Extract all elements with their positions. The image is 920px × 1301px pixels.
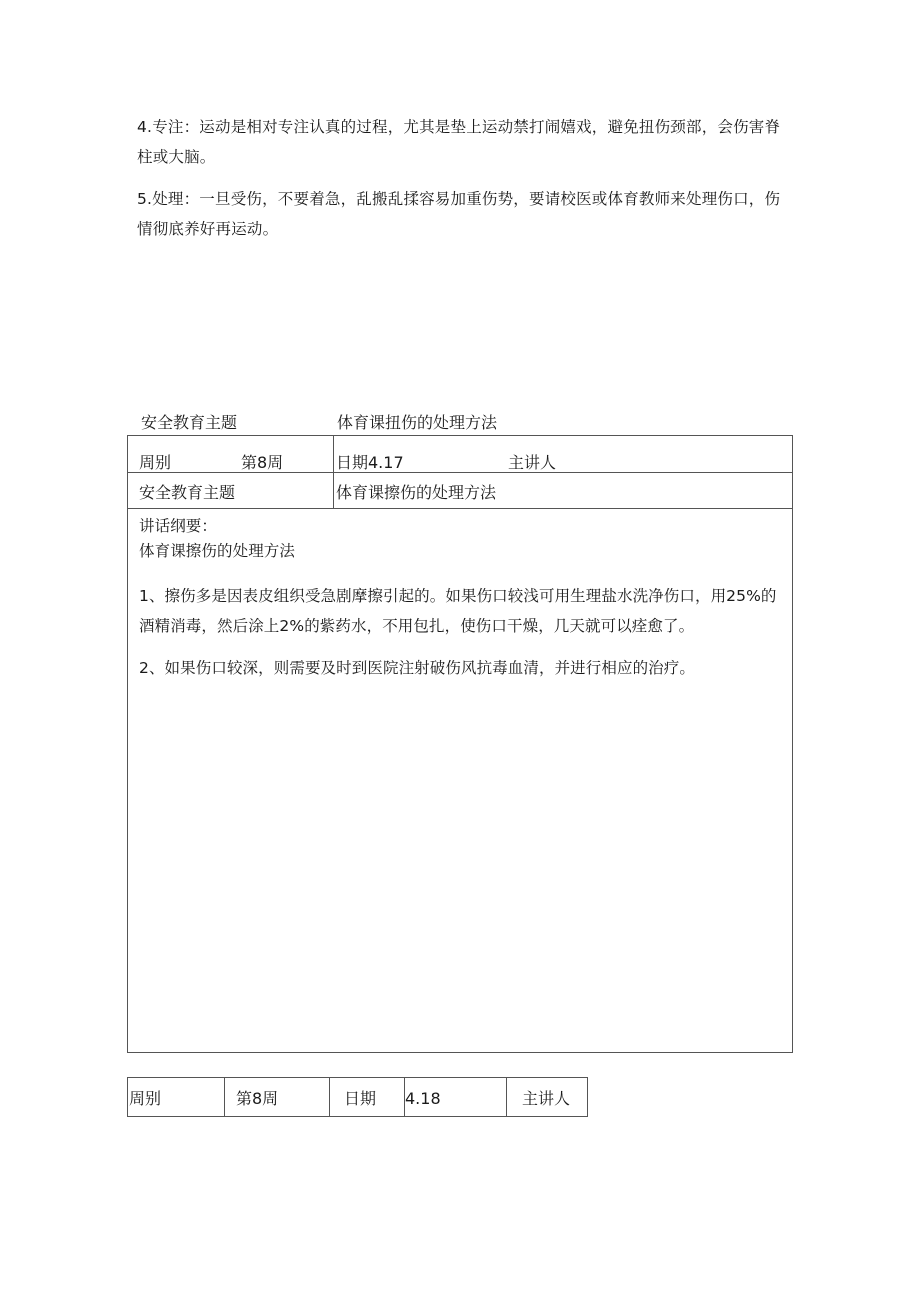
content-item-1: 1、擦伤多是因表皮组织受急剧摩擦引起的。如果伤口较浅可用生理盐水洗净伤口，用25%的酒精消毒，然后涂上2%的紫药水，不用包扎，使伤口干燥，几天就可以痊愈了。: [139, 587, 777, 635]
theme-label: 安全教育主题: [139, 483, 236, 502]
outline-label: 讲话纲要：: [139, 517, 218, 535]
paragraph-treatment: 5.处理：一旦受伤，不要着急，乱搬乱揉容易加重伤势，要请校医或体育教师来处理伤口，伤情彻底养好再运动。: [137, 190, 781, 238]
date-value: 日期4.17: [336, 453, 404, 472]
column-divider: [224, 1078, 225, 1116]
paragraph-focus: 4.专注：运动是相对专注认真的过程，尤其是垫上运动禁打闹嬉戏，避免扭伤颈部，会伤害脊柱或大脑。: [137, 118, 781, 166]
lesson-table: [127, 435, 793, 1053]
date-value: 4.18: [405, 1089, 441, 1108]
next-week-table: [127, 1077, 588, 1117]
speaker-label: 主讲人: [508, 453, 557, 472]
theme-value: 体育课擦伤的处理方法: [336, 483, 497, 502]
speaker-label: 主讲人: [522, 1089, 571, 1108]
header-theme-label: 安全教育主题: [141, 413, 238, 432]
header-theme-title: 体育课扭伤的处理方法: [337, 413, 498, 432]
row-divider: [128, 472, 792, 473]
week-value: 第8周: [241, 453, 284, 472]
week-label: 周别: [139, 453, 172, 472]
column-divider: [333, 436, 334, 508]
week-label: 周别: [129, 1089, 162, 1108]
week-value: 第8周: [236, 1089, 279, 1108]
date-label: 日期: [344, 1089, 377, 1108]
content-subtitle: 体育课擦伤的处理方法: [139, 542, 296, 560]
content-item-2: 2、如果伤口较深，则需要及时到医院注射破伤风抗毒血清，并进行相应的治疗。: [139, 659, 695, 677]
column-divider: [506, 1078, 507, 1116]
row-divider: [128, 508, 792, 509]
column-divider: [329, 1078, 330, 1116]
